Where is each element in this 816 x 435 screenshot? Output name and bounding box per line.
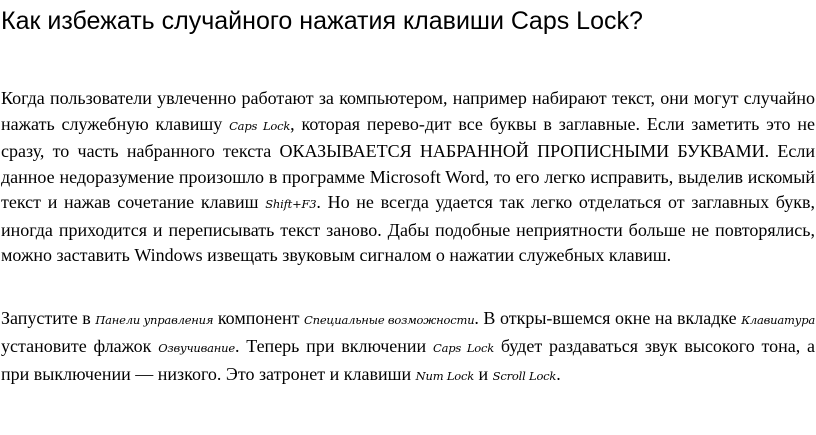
term-keyboard-tab: Клавиатура xyxy=(741,313,816,327)
paragraph-text: Запустите в xyxy=(1,308,91,328)
paragraph-text: . xyxy=(556,364,561,384)
paragraph-text: установите флажок xyxy=(1,336,152,356)
term-accessibility: Специальные возможности xyxy=(304,313,475,327)
paragraph-text: и xyxy=(478,364,489,384)
key-name-caps-lock: Caps Lock xyxy=(229,118,291,133)
paragraph-text: . Но не всегда удается так легко отделаться от заглавных букв, иногда приходится и переписывать текст заново. Дабы подобные неприятности больше не повторялись, можно заставить Windows извещать звуковым сигналом о нажатии служебных клавиш. xyxy=(1,192,815,265)
key-combo-shift-f3: Shift+F3 xyxy=(265,197,317,211)
paragraph-intro xyxy=(1,86,815,269)
paragraph-text: , которая перево-дит все буквы в заглавные. Если заметить это не сразу, то часть набранного текста ОКАЗЫВАЕТСЯ НАБРАННОЙ ПРОПИСНЫМИ БУКВАМИ. Если данное недоразумение произошло в программе Microsoft Word, то его легко исправить, выделив искомый текст и нажав сочетание клавиш xyxy=(1,113,815,212)
paragraph-instructions xyxy=(1,305,815,389)
key-name-num-lock: Num Lock xyxy=(415,369,475,383)
key-name-caps-lock: Caps Lock xyxy=(432,341,495,355)
term-togglekeys: Озвучивание xyxy=(158,341,235,355)
paragraph-text: компонент xyxy=(217,308,300,328)
paragraph-text: будет раздаваться звук высокого тона, а при выключении — низкого. Это затронет и клавиши xyxy=(1,336,816,384)
paragraph-text: . В откры-вшемся окне на вкладке xyxy=(474,308,737,328)
paragraph-text: . Теперь при включении xyxy=(234,336,427,356)
page-title: Как избежать случайного нажатия клавиши Caps Lock? xyxy=(1,7,643,35)
paragraph-text: Когда пользователи увлеченно работают за компьютером, например набирают текст, они могут случайно нажать служебную клавишу xyxy=(1,88,815,134)
key-name-scroll-lock: Scroll Lock xyxy=(492,369,557,383)
term-control-panel: Панели управления xyxy=(95,313,214,327)
